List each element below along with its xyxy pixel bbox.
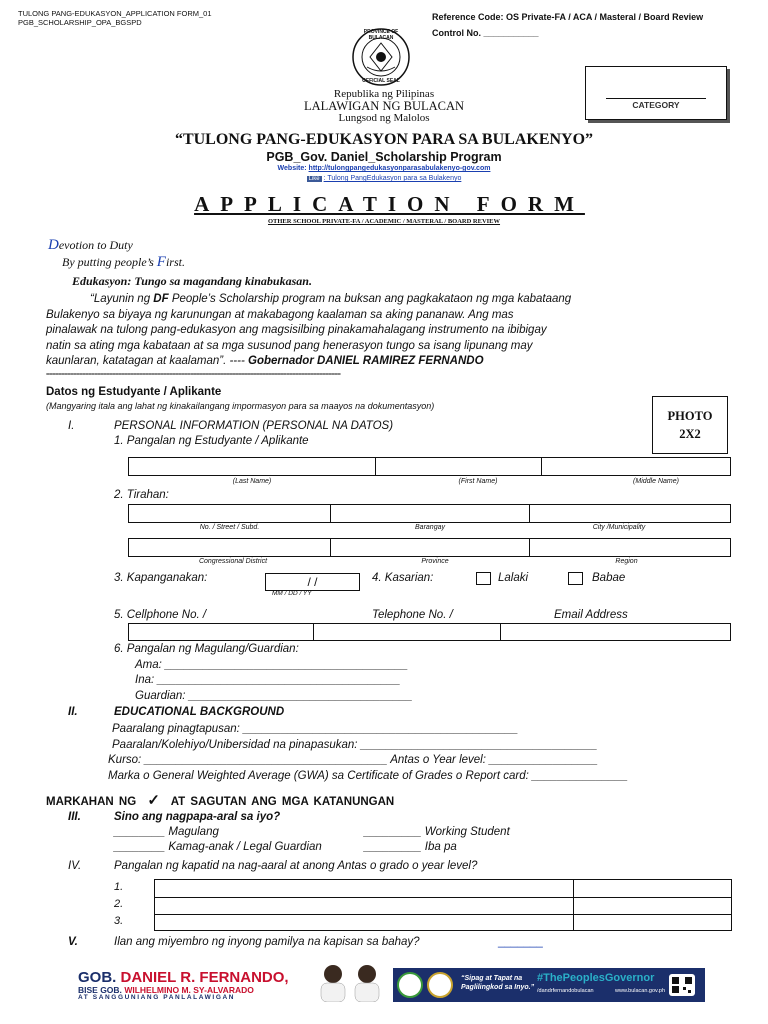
motto-first — [62, 254, 185, 271]
q3-question: Sino ang nagpapa-aral sa iyo? — [114, 811, 281, 823]
sibling-row-2[interactable]: 2. — [114, 898, 124, 910]
province-text: LALAWIGAN NG BULACAN — [303, 99, 465, 113]
q4-number: IV. — [68, 860, 82, 872]
education-block — [108, 722, 628, 784]
father-field[interactable]: Ama: ______________________________________ — [135, 658, 409, 671]
quote-line-3: pinalawak na tulong pang-edukasyon ang magsisilbing pinakamahalagang instrumento na ibibigay — [46, 324, 547, 336]
school-graduated-field[interactable]: Paaralang pinagtapusan: ___________________________________________ — [112, 723, 519, 735]
government-header — [284, 88, 484, 124]
email-field[interactable] — [500, 623, 731, 641]
q3-number: III. — [68, 811, 81, 823]
option-parent[interactable]: ________ Magulang — [114, 826, 219, 838]
sibling-row-3[interactable]: 3. — [114, 915, 124, 927]
family-count-field[interactable]: _______ — [498, 936, 543, 948]
slogan — [461, 974, 534, 992]
last-name-field[interactable] — [128, 457, 376, 476]
region-caption: Region — [615, 558, 638, 565]
district-caption: Congressional District — [198, 558, 268, 565]
qr-code-icon — [669, 974, 695, 996]
motto-d-letter: D — [48, 237, 59, 253]
street-field[interactable] — [128, 504, 331, 523]
facebook-line — [0, 175, 768, 182]
control-number: Control No. ___________ — [432, 28, 539, 38]
cellphone-label: 5. Cellphone No. / — [114, 609, 207, 621]
website-footer: www.bulacan.gov.ph — [615, 988, 666, 994]
birthday-format: MM / DD / YY — [272, 590, 312, 597]
check-mark-icon: ✓ — [147, 792, 160, 809]
siblings-rows — [114, 879, 123, 930]
edukasyon-motto: Edukasyon: Tungo sa magandang kinabukasan. — [72, 274, 312, 288]
city-field[interactable] — [529, 504, 731, 523]
first-name-caption: (First Name) — [458, 478, 498, 485]
quote-line-5 — [46, 354, 722, 370]
guardian-field[interactable]: Guardian: ___________________________________ — [135, 689, 413, 702]
mother-field[interactable]: Ina: ______________________________________ — [135, 674, 401, 686]
city-text: Lungsod ng Malolos — [338, 112, 430, 124]
birthday-question: 3. Kapanganakan: — [114, 572, 208, 584]
hashtag: #ThePeoplesGovernor — [537, 972, 655, 984]
region-field[interactable] — [529, 538, 731, 557]
quote-line1-text: People’s Scholarship program na buksan ang pagkakataon ng mga kabataang — [168, 293, 572, 305]
social-handle: /dandrfernandobulacan — [537, 988, 594, 994]
governor-line — [78, 969, 289, 986]
seal-bottom-text: OFFICIAL SEAL — [362, 78, 400, 84]
markahan-before: MARKAHAN NG — [46, 796, 137, 808]
motto-first-before: By putting people’s — [62, 255, 157, 269]
governor-quote — [46, 292, 722, 370]
personal-title: PERSONAL INFORMATION (PERSONAL NA DATOS) — [114, 420, 394, 432]
seal-top-text: PROVINCE OF BULACAN — [363, 29, 399, 41]
district-field[interactable] — [128, 538, 331, 557]
education-title: EDUCATIONAL BACKGROUND — [114, 706, 285, 718]
option-relative-guardian[interactable]: ________ Kamag-anak / Legal Guardian — [114, 841, 322, 853]
city-caption: City /Municipality — [592, 524, 646, 531]
website-link[interactable]: http://tulongpangedukasyonparasabulakenyo-gov.com — [308, 165, 491, 172]
program-title: “TULONG PANG-EDUKASYON PARA SA BULAKENYO” — [174, 131, 594, 148]
facebook-page-link[interactable]: : Tulong PangEdukasyon para sa Bulakenyo — [323, 175, 462, 182]
option-working-student[interactable]: _________ Working Student — [364, 826, 510, 838]
male-checkbox[interactable] — [476, 572, 491, 585]
q5-number: V. — [68, 936, 78, 948]
barangay-caption: Barangay — [415, 524, 445, 531]
quote-line-2: Bulakenyo sa biyaya ng karunungan at makabagong kaalaman sa aking pananaw. Ang mas — [46, 308, 514, 321]
sangguniang-line: AT SANGGUNIANG PANLALAWIGAN — [78, 994, 236, 1001]
middle-name-caption: (Middle Name) — [633, 478, 679, 485]
footer-banner — [75, 968, 705, 1002]
gwa-field[interactable]: Marka o General Weighted Average (GWA) sa Certificate of Grades o Report card: _______________ — [108, 769, 628, 782]
name-question: 1. Pangalan ng Estudyante / Aplikante — [114, 435, 309, 447]
male-label: Lalaki — [498, 572, 529, 584]
quote-governor: Gobernador DANIEL RAMIREZ FERNANDO — [248, 355, 484, 367]
first-name-field[interactable] — [375, 457, 542, 476]
option-others[interactable]: _________ Iba pa — [364, 841, 457, 853]
markahan-instruction — [46, 791, 394, 809]
email-label: Email Address — [554, 609, 628, 621]
course-year-field[interactable]: Kurso: ______________________________________ Antas o Year level: _________________ — [108, 754, 598, 766]
form-subtitle: OTHER SCHOOL PRIVATE-FA / ACADEMIC / MASTERAL / BOARD REVIEW — [267, 218, 501, 225]
quote-open: “Layunin ng — [90, 293, 154, 305]
website-label: Website: — [277, 165, 307, 172]
photo-box[interactable] — [652, 396, 728, 454]
markahan-after: AT SAGUTAN ANG MGA KATANUNGAN — [170, 796, 395, 808]
q5-question: Ilan ang miyembro ng inyong pamilya na kapisan sa bahay? — [114, 936, 420, 948]
parents-block — [114, 642, 413, 704]
slogan-line-2: Paglilingkod sa Inyo.” — [461, 984, 535, 991]
photo-label: PHOTO — [667, 409, 713, 423]
bise-name: WILHELMINO M. SY-ALVARADO — [124, 985, 254, 995]
program-subtitle: PGB_Gov. Daniel_Scholarship Program — [266, 150, 502, 164]
quote-df: DF — [153, 293, 169, 305]
telephone-field[interactable] — [313, 623, 501, 641]
education-number: II. — [68, 706, 78, 718]
form-code-line-2: PGB_SCHOLARSHIP_OPA_BGSPD — [18, 18, 142, 27]
separator-line: ================================================================================================== — [46, 372, 341, 378]
motto-duty-rest: evotion to Duty — [58, 238, 133, 252]
category-box[interactable] — [585, 66, 727, 120]
gob-name: DANIEL R. FERNANDO, — [120, 969, 289, 986]
form-code — [18, 9, 212, 27]
street-caption: No. / Street / Subd. — [199, 524, 260, 531]
form-title: APPLICATION FORM — [194, 192, 585, 216]
gob-label: GOB. — [78, 969, 117, 986]
sangguniang-logo-icon — [427, 972, 453, 998]
birthday-slashes: / / — [307, 575, 318, 589]
quote-line-4: natin sa ating mga kabataan at sa mga susunod pang henerasyon tungo sa isang lipunang may — [46, 339, 533, 352]
motto-duty — [48, 237, 133, 254]
reference-code: Reference Code: OS Private-FA / ACA / Masteral / Board Review — [432, 12, 704, 22]
birthday-field[interactable] — [265, 573, 360, 591]
middle-name-field[interactable] — [541, 457, 731, 476]
female-label: Babae — [592, 572, 626, 584]
form-code-line-1: TULONG PANG-EDUKASYON_APPLICATION FORM_01 — [18, 9, 212, 18]
province-field[interactable] — [330, 538, 530, 557]
gender-question: 4. Kasarian: — [372, 572, 434, 584]
quote-line5-text: kaunlaran, katatagan at kaalaman”. ---- — [46, 355, 248, 367]
province-logo-icon — [397, 972, 423, 998]
q4-question: Pangalan ng kapatid na nag-aaral at anong Antas o grado o year level? — [114, 860, 478, 872]
category-label: CATEGORY — [632, 100, 680, 110]
bise-label: BISE GOB. — [78, 985, 122, 995]
motto-first-rest: irst. — [165, 255, 185, 269]
reference-block — [432, 9, 703, 41]
motto-f-letter: F — [156, 254, 166, 270]
telephone-label: Telephone No. / — [372, 609, 453, 621]
parents-question: 6. Pangalan ng Magulang/Guardian: — [114, 643, 299, 655]
address-question: 2. Tirahan: — [114, 489, 169, 501]
datos-title: Datos ng Estudyante / Aplikante — [46, 386, 222, 398]
slogan-line-1: “Sipag at Tapat na — [461, 975, 523, 982]
sibling-row-1[interactable]: 1. — [114, 881, 124, 893]
female-checkbox[interactable] — [568, 572, 583, 585]
siblings-table — [154, 879, 732, 931]
website-line — [0, 165, 768, 172]
cellphone-field[interactable] — [128, 623, 314, 641]
province-caption: Province — [421, 558, 449, 565]
last-name-caption: (Last Name) — [232, 478, 272, 485]
officials-portrait-icon — [311, 962, 391, 1002]
bulacan-seal-icon — [345, 27, 417, 87]
photo-size: 2X2 — [679, 427, 701, 441]
datos-note: (Mangyaring itala ang lahat ng kinakailangang impormasyon para sa maayos na dokumentasyon) — [46, 401, 435, 411]
barangay-field[interactable] — [330, 504, 530, 523]
personal-number: I. — [68, 420, 75, 432]
quote-line-1 — [46, 292, 722, 308]
republic-text: Republika ng Pilipinas — [333, 88, 435, 100]
school-current-field[interactable]: Paaralan/Kolehiyo/Unibersidad na pinapasukan: _____________________________________ — [112, 738, 598, 751]
facebook-like-icon[interactable]: Like — [308, 176, 320, 182]
